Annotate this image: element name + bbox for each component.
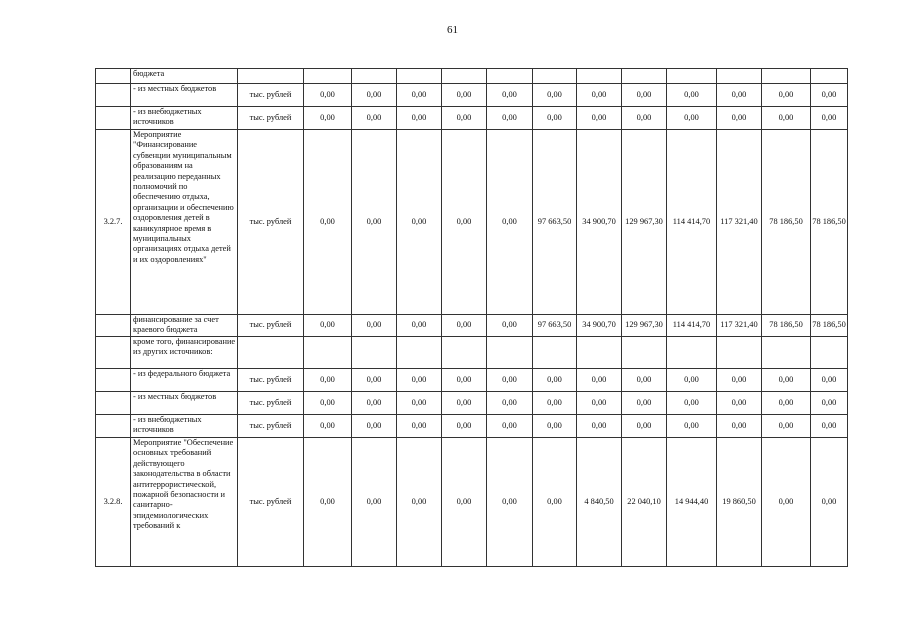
value-cell [352,69,397,84]
value-cell: 14 944,40 [667,438,717,567]
value-cell [577,337,622,369]
unit-cell [238,69,304,84]
value-cell: 0,00 [762,392,811,415]
value-cell: 0,00 [352,415,397,438]
value-cell: 0,00 [717,107,762,130]
value-cell: 0,00 [304,315,352,337]
value-cell [397,337,442,369]
value-cell: 0,00 [397,369,442,392]
value-cell: 0,00 [622,415,667,438]
value-cell: 0,00 [304,415,352,438]
row-name-cell: бюджета [131,69,238,84]
value-cell: 0,00 [304,438,352,567]
row-number-cell [96,369,131,392]
unit-cell: тыс. рублей [238,415,304,438]
value-cell: 114 414,70 [667,130,717,315]
row-name-cell: - из местных бюджетов [131,392,238,415]
value-cell: 0,00 [352,107,397,130]
value-cell: 0,00 [762,369,811,392]
value-cell: 0,00 [533,369,577,392]
value-cell: 78 186,50 [762,130,811,315]
value-cell: 117 321,40 [717,315,762,337]
value-cell: 0,00 [352,315,397,337]
value-cell: 0,00 [487,392,533,415]
value-cell: 0,00 [304,107,352,130]
value-cell: 0,00 [442,415,487,438]
value-cell: 97 663,50 [533,130,577,315]
row-name-cell: - из федерального бюджета [131,369,238,392]
table-row [96,392,848,415]
row-number-cell [96,107,131,130]
value-cell: 0,00 [717,369,762,392]
value-cell: 78 186,50 [762,315,811,337]
value-cell: 4 840,50 [577,438,622,567]
value-cell: 0,00 [667,415,717,438]
unit-cell: тыс. рублей [238,438,304,567]
value-cell: 0,00 [622,392,667,415]
table-row [96,369,848,392]
row-number-cell: 3.2.7. [96,130,131,315]
value-cell: 0,00 [762,107,811,130]
row-number-cell [96,84,131,107]
unit-cell [238,337,304,369]
unit-cell: тыс. рублей [238,369,304,392]
value-cell: 0,00 [577,84,622,107]
value-cell: 0,00 [487,84,533,107]
value-cell: 0,00 [533,107,577,130]
value-cell [622,69,667,84]
table-row [96,438,848,567]
row-name-cell: финансирование за счет краевого бюджета [131,315,238,337]
value-cell: 0,00 [304,130,352,315]
value-cell: 0,00 [397,415,442,438]
value-cell [442,337,487,369]
value-cell: 0,00 [811,369,848,392]
value-cell: 0,00 [397,315,442,337]
row-name-cell: Мероприятие "Обеспечение основных требований действующего законодательства в области антитеррористической, пожарной безопасности и санитарно-эпидемиологических требований к [131,438,238,567]
value-cell [352,337,397,369]
value-cell: 0,00 [577,392,622,415]
unit-cell: тыс. рублей [238,107,304,130]
value-cell [717,337,762,369]
value-cell: 0,00 [717,415,762,438]
value-cell: 0,00 [352,369,397,392]
value-cell: 0,00 [577,369,622,392]
row-name-cell: - из внебюджетных источников [131,415,238,438]
value-cell: 97 663,50 [533,315,577,337]
value-cell: 0,00 [487,369,533,392]
value-cell: 0,00 [442,107,487,130]
value-cell: 0,00 [622,369,667,392]
value-cell: 0,00 [352,392,397,415]
value-cell: 34 900,70 [577,130,622,315]
row-name-cell: - из местных бюджетов [131,84,238,107]
row-name-cell: Мероприятие "Финансирование субвенции муниципальным образованиям на реализацию переданных полномочий по обеспечению отдыха, организации и обеспечению оздоровления детей в каникулярное время в муниципальных организациях отдыха детей и их оздоровлениях" [131,130,238,315]
value-cell: 0,00 [304,84,352,107]
value-cell: 0,00 [397,84,442,107]
value-cell: 0,00 [811,84,848,107]
value-cell: 0,00 [533,392,577,415]
value-cell: 0,00 [352,84,397,107]
value-cell: 0,00 [352,438,397,567]
value-cell: 0,00 [397,130,442,315]
value-cell [717,69,762,84]
row-name-cell: кроме того, финансирование из других источников: [131,337,238,369]
row-number-cell [96,392,131,415]
table-row [96,337,848,369]
value-cell [667,337,717,369]
value-cell: 0,00 [442,392,487,415]
row-number-cell [96,315,131,337]
value-cell: 34 900,70 [577,315,622,337]
value-cell [442,69,487,84]
value-cell: 0,00 [442,315,487,337]
row-number-cell [96,337,131,369]
row-number-cell [96,415,131,438]
row-name-cell: - из внебюджетных источников [131,107,238,130]
value-cell: 0,00 [533,84,577,107]
table-row [96,84,848,107]
value-cell: 0,00 [811,392,848,415]
value-cell: 0,00 [397,392,442,415]
value-cell: 0,00 [762,415,811,438]
value-cell: 0,00 [577,415,622,438]
value-cell [622,337,667,369]
value-cell: 22 040,10 [622,438,667,567]
row-number-cell: 3.2.8. [96,438,131,567]
value-cell [487,337,533,369]
value-cell [667,69,717,84]
value-cell: 0,00 [811,415,848,438]
unit-cell: тыс. рублей [238,84,304,107]
value-cell: 0,00 [533,438,577,567]
table-row [96,315,848,337]
table-row [96,107,848,130]
value-cell: 0,00 [717,84,762,107]
value-cell: 0,00 [442,369,487,392]
value-cell: 0,00 [442,438,487,567]
unit-cell: тыс. рублей [238,315,304,337]
row-number-cell [96,69,131,84]
value-cell: 114 414,70 [667,315,717,337]
value-cell: 78 186,50 [811,130,848,315]
value-cell [762,337,811,369]
value-cell: 0,00 [667,369,717,392]
value-cell: 129 967,30 [622,130,667,315]
table-row [96,130,848,315]
value-cell: 0,00 [577,107,622,130]
value-cell [487,69,533,84]
value-cell [811,69,848,84]
value-cell: 0,00 [667,84,717,107]
table-body [96,69,848,567]
value-cell: 0,00 [762,438,811,567]
value-cell: 0,00 [487,415,533,438]
value-cell: 0,00 [667,107,717,130]
value-cell [762,69,811,84]
value-cell: 0,00 [442,130,487,315]
value-cell: 117 321,40 [717,130,762,315]
table-row [96,415,848,438]
value-cell: 0,00 [487,130,533,315]
financing-table [95,68,848,567]
unit-cell: тыс. рублей [238,392,304,415]
value-cell: 0,00 [487,438,533,567]
value-cell: 78 186,50 [811,315,848,337]
value-cell [811,337,848,369]
value-cell: 0,00 [397,438,442,567]
value-cell: 19 860,50 [717,438,762,567]
page-number: 61 [447,24,458,36]
value-cell: 0,00 [622,107,667,130]
value-cell: 0,00 [622,84,667,107]
value-cell: 0,00 [811,107,848,130]
value-cell: 0,00 [762,84,811,107]
value-cell [304,69,352,84]
value-cell: 0,00 [487,315,533,337]
table-row [96,69,848,84]
value-cell [304,337,352,369]
unit-cell: тыс. рублей [238,130,304,315]
value-cell: 0,00 [442,84,487,107]
value-cell [577,69,622,84]
value-cell: 0,00 [304,369,352,392]
value-cell [397,69,442,84]
value-cell: 0,00 [667,392,717,415]
value-cell: 0,00 [397,107,442,130]
value-cell: 0,00 [304,392,352,415]
value-cell: 0,00 [811,438,848,567]
value-cell: 0,00 [717,392,762,415]
value-cell: 0,00 [487,107,533,130]
value-cell [533,337,577,369]
value-cell: 0,00 [352,130,397,315]
value-cell [533,69,577,84]
value-cell: 129 967,30 [622,315,667,337]
value-cell: 0,00 [533,415,577,438]
